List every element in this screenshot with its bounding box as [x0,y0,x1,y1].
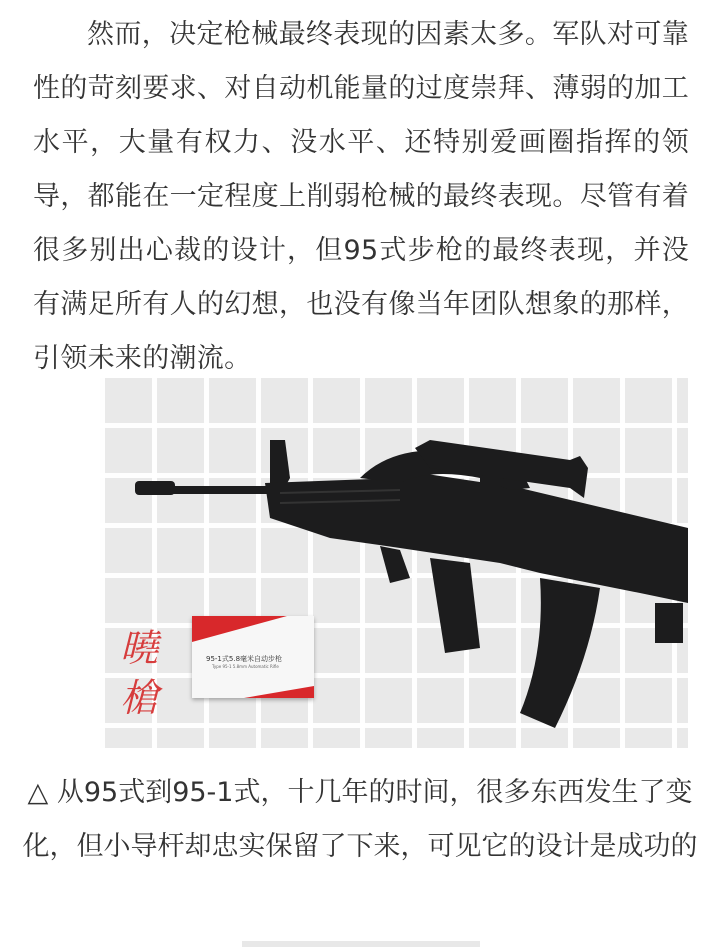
watermark-calligraphy: 曉槍 [120,626,159,720]
image-caption: △ 从95式到95-1式，十几年的时间，很多东西发生了变化，但小导杆却忠实保留了下来，可见它的设计是成功的 [22,777,698,862]
magazine [520,578,600,728]
article-paragraph: 然而，决定枪械最终表现的因素太多。军队对可靠性的苛刻要求、对自动机能量的过度崇拜、薄弱的加工水平，大量有权力、没水平、还特别爱画圈指挥的领导，都能在一定程度上削弱枪械的最终表现。尽管有着很多别出心裁的设计，但95式步枪的最终表现，并没有满足所有人的幻想，也没有像当年团队想象的那样，引领未来的潮流。 [33,19,689,374]
rifle-placard [192,616,314,698]
rifle-photo [100,378,688,748]
pistol-grip [430,558,480,653]
placard-english-title: Type 95-1 5.8mm Automatic Rifle [212,664,279,669]
next-content-placeholder [242,941,480,947]
flash-hider [135,481,175,495]
placard-chinese-title: 95-1式5.8毫米自动步枪 [206,655,283,663]
rifle-illustration [100,378,688,748]
